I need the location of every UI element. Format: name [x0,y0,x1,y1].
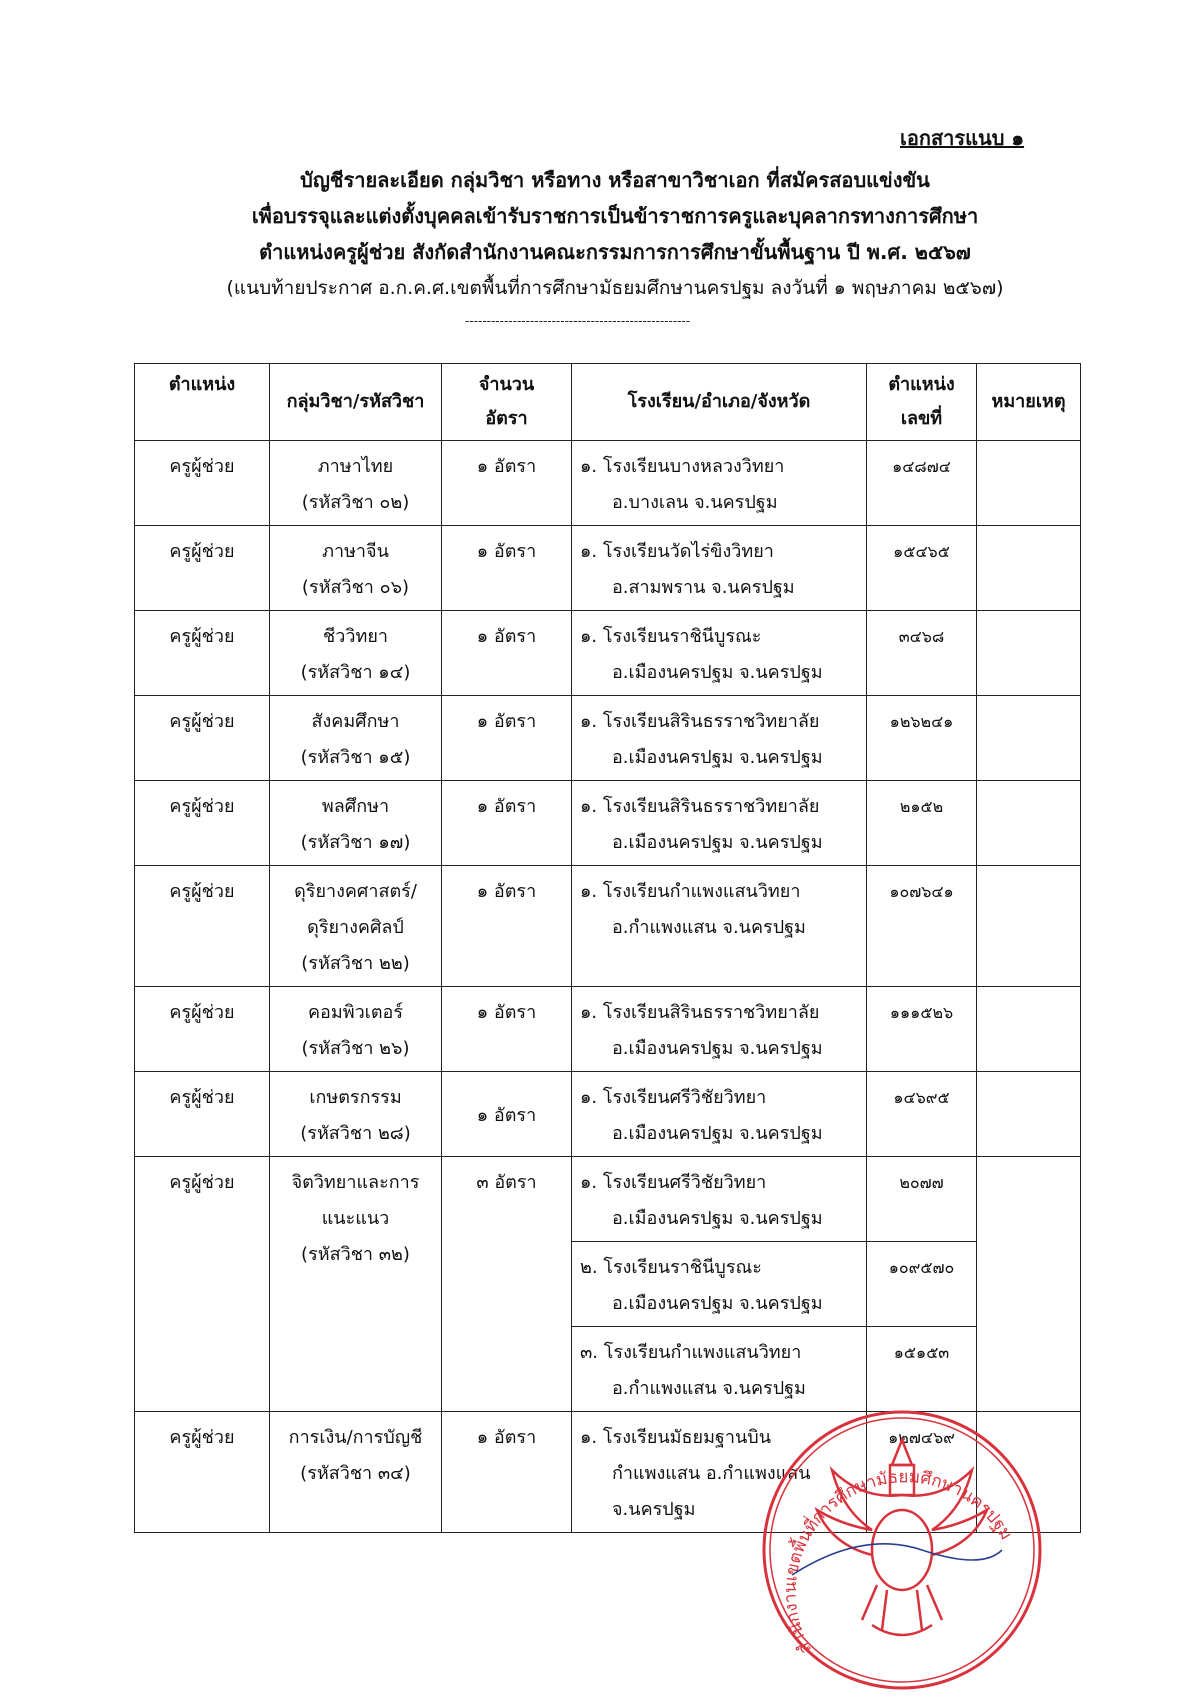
seal-text: สำนักงานเขตพื้นที่การศึกษามัธยมศึกษานครปฐม [780,1467,1017,1657]
document-heading [150,162,1080,306]
signature-stroke [792,1544,1002,1575]
cell-count: ๓ อัตรา [442,1157,572,1412]
cell-position: ครูผู้ช่วย [135,987,270,1072]
cell-count: ๑ อัตรา [442,866,572,987]
cell-school: ๒. โรงเรียนราชินีบูรณะ อ.เมืองนครปฐม จ.นครปฐม [572,1242,867,1327]
attachment-label: เอกสารแนบ ๑ [900,126,1025,150]
positions-table [134,363,1081,1533]
cell-position-number: ๓๔๖๘ [867,611,977,696]
cell-position: ครูผู้ช่วย [135,696,270,781]
header-position-number: ตำแหน่ง เลขที่ [867,364,977,441]
table-row [135,987,1081,1072]
cell-position-number: ๑๐๙๕๗๐ [867,1242,977,1327]
heading-line-4: (แนบท้ายประกาศ อ.ก.ค.ศ.เขตพื้นที่การศึกษามัธยมศึกษานครปฐม ลงวันที่ ๑ พฤษภาคม ๒๕๖๗) [226,277,1004,299]
heading-line-1: บัญชีรายละเอียด กลุ่มวิชา หรือทาง หรือสาขาวิชาเอก ที่สมัครสอบแข่งขัน [300,168,930,192]
cell-school: ๑. โรงเรียนศรีวิชัยวิทยา อ.เมืองนครปฐม จ.นครปฐม [572,1157,867,1242]
cell-subject: ชีววิทยา (รหัสวิชา ๑๔) [270,611,442,696]
cell-subject: คอมพิวเตอร์ (รหัสวิชา ๒๖) [270,987,442,1072]
header-count: จำนวน อัตรา [442,364,572,441]
cell-subject: สังคมศึกษา (รหัสวิชา ๑๕) [270,696,442,781]
cell-school: ๑. โรงเรียนมัธยมฐานบิน กำแพงแสน อ.กำแพงแสน จ.นครปฐม [572,1412,867,1533]
cell-school: ๑. โรงเรียนกำแพงแสนวิทยา อ.กำแพงแสน จ.นครปฐม [572,866,867,987]
cell-remark [977,526,1081,611]
cell-school: ๑. โรงเรียนบางหลวงวิทยา อ.บางเลน จ.นครปฐม [572,441,867,526]
cell-position-number: ๑๑๑๕๒๖ [867,987,977,1072]
cell-position-number: ๑๒๖๒๔๑ [867,696,977,781]
cell-position: ครูผู้ช่วย [135,526,270,611]
cell-subject: จิตวิทยาและการ แนะแนว (รหัสวิชา ๓๒) [270,1157,442,1412]
cell-position: ครูผู้ช่วย [135,1072,270,1157]
cell-school: ๑. โรงเรียนราชินีบูรณะ อ.เมืองนครปฐม จ.นครปฐม [572,611,867,696]
cell-position-number: ๑๕๔๖๕ [867,526,977,611]
header-position: ตำแหน่ง [135,364,270,441]
cell-position: ครูผู้ช่วย [135,441,270,526]
table-row [135,696,1081,781]
table-row [135,781,1081,866]
cell-count: ๑ อัตรา [442,1072,572,1157]
cell-position-number: ๒๑๕๒ [867,781,977,866]
cell-remark [977,1072,1081,1157]
cell-position: ครูผู้ช่วย [135,866,270,987]
cell-position-number: ๑๔๘๗๔ [867,441,977,526]
cell-position-number: ๑๐๗๖๔๑ [867,866,977,987]
header-subject: กลุ่มวิชา/รหัสวิชา [270,364,442,441]
cell-remark [977,781,1081,866]
cell-position: ครูผู้ช่วย [135,611,270,696]
header-school: โรงเรียน/อำเภอ/จังหวัด [572,364,867,441]
table-row [135,526,1081,611]
cell-position: ครูผู้ช่วย [135,781,270,866]
cell-remark [977,987,1081,1072]
cell-remark [977,441,1081,526]
cell-count: ๑ อัตรา [442,611,572,696]
cell-count: ๑ อัตรา [442,781,572,866]
heading-line-2: เพื่อบรรจุและแต่งตั้งบุคคลเข้ารับราชการเป็นข้าราชการครูและบุคลากรทางการศึกษา [251,204,979,228]
table-row [135,441,1081,526]
cell-remark [977,611,1081,696]
cell-remark [977,1157,1081,1412]
cell-school: ๑. โรงเรียนวัดไร่ขิงวิทยา อ.สามพราน จ.นครปฐม [572,526,867,611]
heading-line-3: ตำแหน่งครูผู้ช่วย สังกัดสำนักงานคณะกรรมการการศึกษาขั้นพื้นฐาน ปี พ.ศ. ๒๕๖๗ [259,240,971,264]
cell-subject: พลศึกษา (รหัสวิชา ๑๗) [270,781,442,866]
cell-subject: ภาษาจีน (รหัสวิชา ๐๖) [270,526,442,611]
cell-position-number: ๒๐๗๗ [867,1157,977,1242]
cell-position: ครูผู้ช่วย [135,1412,270,1533]
cell-subject: เกษตรกรรม (รหัสวิชา ๒๘) [270,1072,442,1157]
cell-count: ๑ อัตรา [442,696,572,781]
cell-school: ๑. โรงเรียนศรีวิชัยวิทยา อ.เมืองนครปฐม จ.นครปฐม [572,1072,867,1157]
cell-subject: ภาษาไทย (รหัสวิชา ๐๒) [270,441,442,526]
cell-school: ๑. โรงเรียนสิรินธรราชวิทยาลัย อ.เมืองนครปฐม จ.นครปฐม [572,696,867,781]
cell-position: ครูผู้ช่วย [135,1157,270,1412]
official-seal-icon [752,1400,1052,1695]
table-row [135,611,1081,696]
header-remark: หมายเหตุ [977,364,1081,441]
cell-count: ๑ อัตรา [442,526,572,611]
cell-remark [977,696,1081,781]
cell-school: ๑. โรงเรียนสิรินธรราชวิทยาลัย อ.เมืองนครปฐม จ.นครปฐม [572,781,867,866]
table-header-row [135,364,1081,441]
cell-school: ๑. โรงเรียนสิรินธรราชวิทยาลัย อ.เมืองนครปฐม จ.นครปฐม [572,987,867,1072]
cell-subject: ดุริยางคศาสตร์/ ดุริยางคศิลป์ (รหัสวิชา ๒๒) [270,866,442,987]
cell-position-number: ๑๔๖๙๕ [867,1072,977,1157]
cell-position-number: ๑๕๑๕๓ [867,1327,977,1412]
table-row-group [135,1157,1081,1242]
cell-subject: การเงิน/การบัญชี (รหัสวิชา ๓๔) [270,1412,442,1533]
cell-count: ๑ อัตรา [442,441,572,526]
cell-count: ๑ อัตรา [442,1412,572,1533]
cell-remark [977,866,1081,987]
cell-school: ๓. โรงเรียนกำแพงแสนวิทยา อ.กำแพงแสน จ.นครปฐม [572,1327,867,1412]
table-row [135,866,1081,987]
table-row [135,1072,1081,1157]
divider-line: ---------------------------------------------------- [465,314,691,328]
cell-position-number: ๑๒๗๔๖๙ [867,1412,977,1533]
cell-count: ๑ อัตรา [442,987,572,1072]
